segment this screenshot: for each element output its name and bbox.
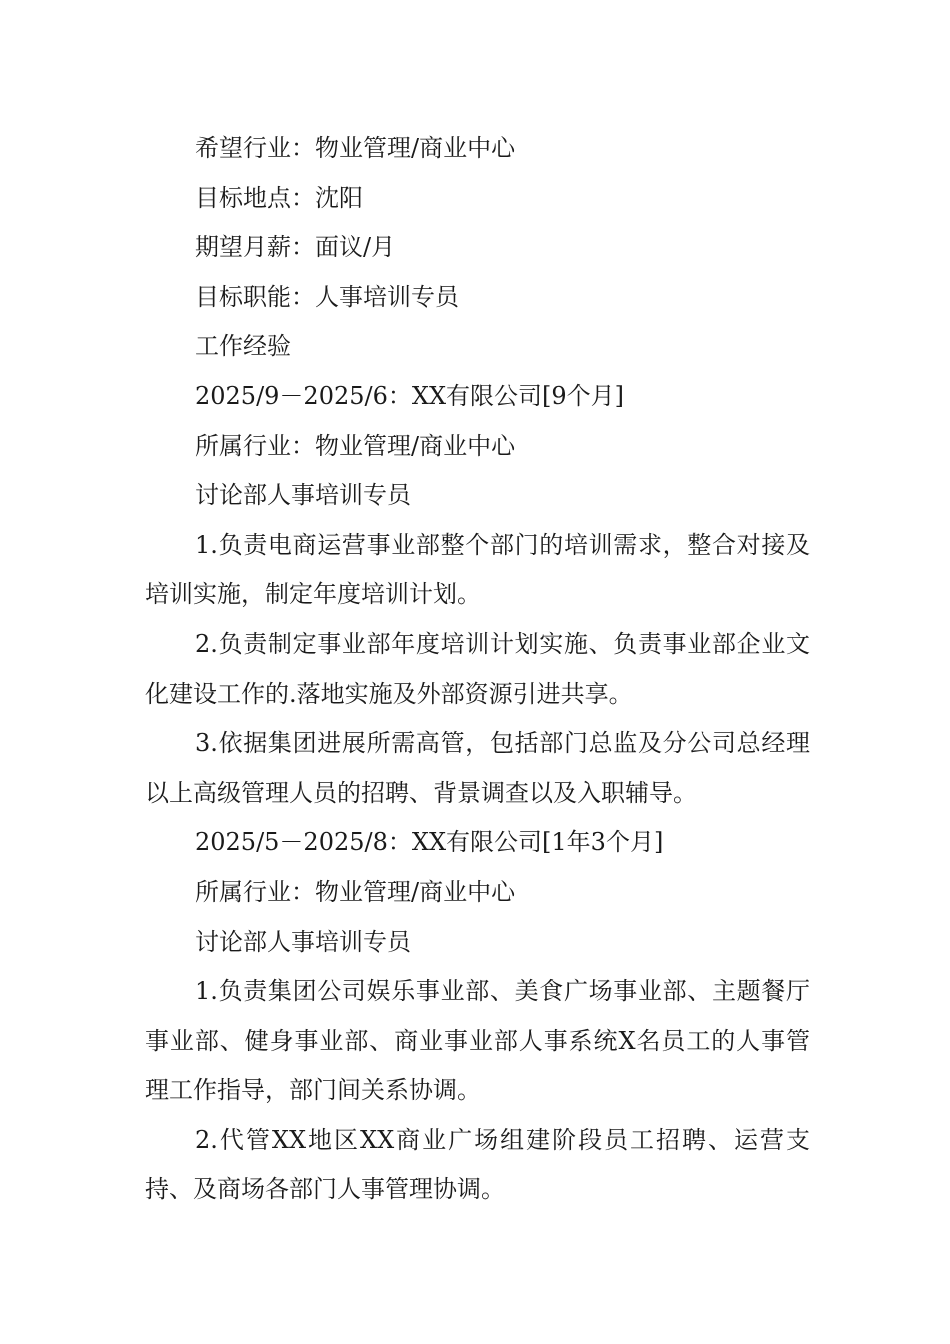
job-duty: 3.依据集团进展所需高管，包括部门总监及分公司总经理以上高级管理人员的招聘、背景调查以及入职辅导。 <box>145 729 810 807</box>
job-industry: 所属行业：物业管理/商业中心 <box>195 877 516 906</box>
expected-salary: 期望月薪：面议/月 <box>195 233 396 262</box>
job-position: 讨论部人事培训专员 <box>195 927 411 956</box>
job-period: 2025/5－2025/8：XX有限公司[1年3个月] <box>195 828 664 857</box>
job-duty: 1.负责集团公司娱乐事业部、美食广场事业部、主题餐厅事业部、健身事业部、商业事业部人事系统X名员工的人事管理工作指导，部门间关系协调。 <box>145 977 810 1105</box>
job-period: 2025/9－2025/6：XX有限公司[9个月] <box>195 381 625 410</box>
section-title-work-experience: 工作经验 <box>195 332 291 361</box>
resume-content <box>145 124 810 1215</box>
job-duty: 1.负责电商运营事业部整个部门的培训需求，整合对接及培训实施，制定年度培训计划。 <box>145 530 810 609</box>
job-industry: 所属行业：物业管理/商业中心 <box>195 431 516 460</box>
job-duty: 2.负责制定事业部年度培训计划实施、负责事业部企业文化建设工作的.落地实施及外部资源引进共享。 <box>145 629 810 708</box>
desired-industry: 希望行业：物业管理/商业中心 <box>195 134 516 162</box>
target-location: 目标地点：沈阳 <box>195 183 363 212</box>
target-function: 目标职能：人事培训专员 <box>195 282 459 311</box>
job-position: 讨论部人事培训专员 <box>195 481 411 510</box>
job-duty: 2.代管XX地区XX商业广场组建阶段员工招聘、运营支持、及商场各部门人事管理协调。 <box>145 1125 810 1204</box>
